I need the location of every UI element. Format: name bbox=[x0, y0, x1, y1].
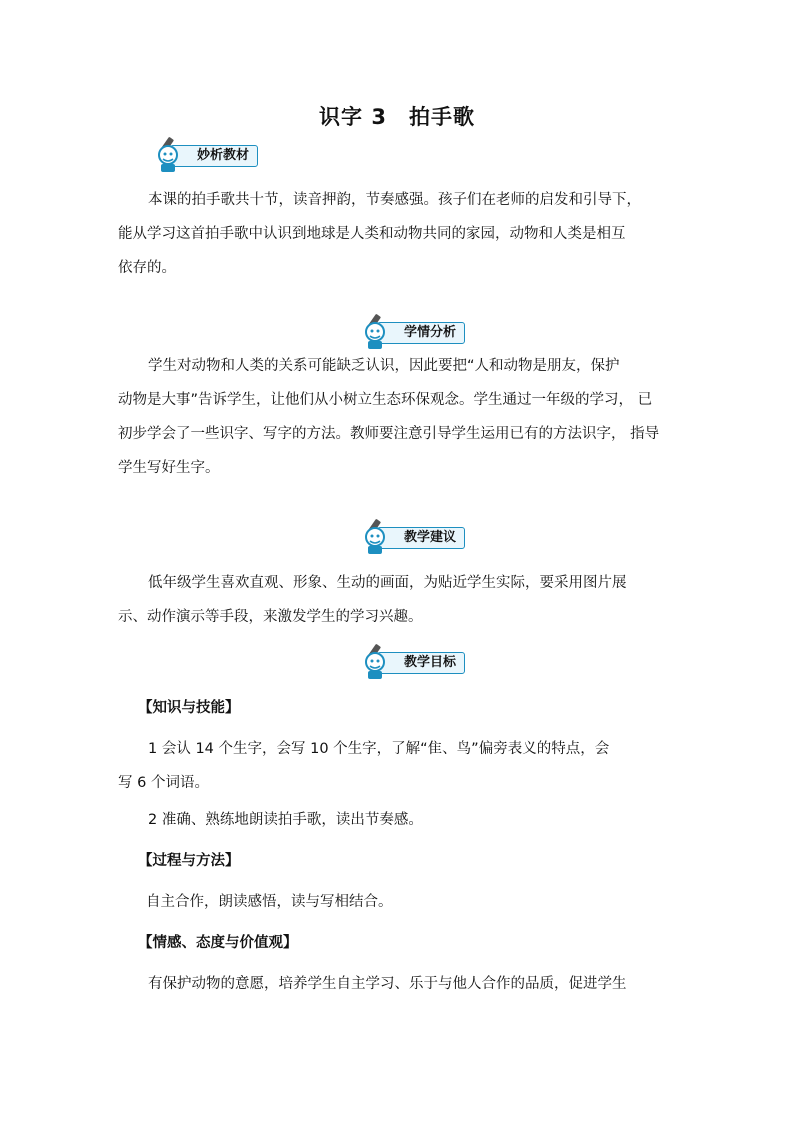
title-part1: 识字 3 bbox=[319, 105, 387, 129]
goals-block bbox=[118, 688, 678, 1005]
text-line: 低年级学生喜欢直观、形象、生动的画面，为贴近学生实际，要采用图片展 bbox=[148, 575, 627, 591]
text-line: 1 会认 14 个生字，会写 10 个生字，了解“隹、鸟”偏旁表义的特点，会 bbox=[148, 741, 610, 757]
text-line: 2 准确、熟练地朗读拍手歌，读出节奏感。 bbox=[148, 812, 423, 828]
paragraph-suggestions bbox=[118, 566, 678, 634]
text-line: 学生对动物和人类的关系可能缺乏认识，因此要把“人和动物是朋友，保护 bbox=[148, 358, 620, 374]
section-label-goals bbox=[357, 643, 477, 675]
section-badge: 教学目标 bbox=[377, 652, 465, 674]
text-line: 有保护动物的意愿，培养学生自主学习、乐于与他人合作的品质，促进学生 bbox=[148, 976, 627, 992]
mascot-pencil-icon bbox=[357, 643, 401, 687]
title-part2: 拍手歌 bbox=[408, 105, 475, 129]
section-badge: 学情分析 bbox=[377, 322, 465, 344]
mascot-pencil-icon bbox=[150, 136, 194, 180]
text-line: 本课的拍手歌共十节，读音押韵，节奏感强。孩子们在老师的启发和引导下， bbox=[148, 192, 641, 208]
paragraph-textbook bbox=[118, 183, 678, 285]
section-label-textbook bbox=[150, 136, 270, 168]
page-title bbox=[0, 101, 794, 131]
subheading-knowledge: 【知识与技能】 bbox=[138, 700, 240, 716]
text-line: 初步学会了一些识字、写字的方法。教师要注意引导学生运用已有的方法识字， 指导 bbox=[118, 426, 660, 442]
text-line: 示、动作演示等手段，来激发学生的学习兴趣。 bbox=[118, 609, 423, 625]
text-line: 写 6 个词语。 bbox=[118, 775, 209, 791]
subheading-emotion: 【情感、态度与价值观】 bbox=[138, 935, 298, 951]
text-line: 自主合作，朗读感悟，读与写相结合。 bbox=[146, 894, 393, 910]
text-line: 动物是大事”告诉学生，让他们从小树立生态环保观念。学生通过一年级的学习， 已 bbox=[118, 392, 653, 408]
text-line: 能从学习这首拍手歌中认识到地球是人类和动物共同的家园，动物和人类是相互 bbox=[118, 226, 626, 242]
text-line: 学生写好生字。 bbox=[118, 460, 220, 476]
section-label-suggestions bbox=[357, 518, 477, 550]
paragraph-learners bbox=[118, 349, 678, 485]
section-label-learners bbox=[357, 313, 477, 345]
section-badge: 教学建议 bbox=[377, 527, 465, 549]
text-line: 依存的。 bbox=[118, 260, 176, 276]
subheading-process: 【过程与方法】 bbox=[138, 853, 240, 869]
section-badge: 妙析教材 bbox=[170, 145, 258, 167]
mascot-pencil-icon bbox=[357, 518, 401, 562]
